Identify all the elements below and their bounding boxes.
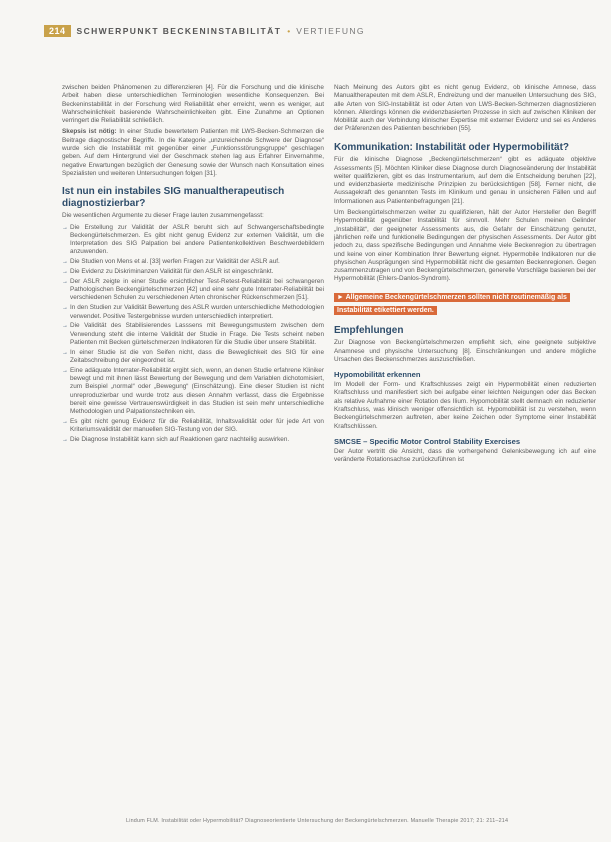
- header-separator: •: [287, 26, 291, 36]
- left-paragraph-1: zwischen beiden Phänomenen zu differenzieren [4]. Für die Forschung und die klinische Arbeit haben diese unterschiedlichen Terminologien wesentliche Konsequenzen. Bei Beckeninstabilität in der Forschung wird Reliabilität eher erreicht, wenn es weniger, aut Wahrscheinlichkeit basierende Wahrscheinlichkeiten gibt. Eine Zunahme an Optionen verringert die Reliabilität schließlich.: [62, 84, 324, 125]
- header-subtitle: VERTIEFUNG: [296, 26, 365, 36]
- right-paragraph-6: Der Autor vertritt die Ansicht, dass die vorhergehend Gelenksbewegung ich auf eine veränderte Rotationsachse zurückzuführen ist: [334, 447, 596, 464]
- heading-smcse: SMCSE – Specific Motor Control Stability Exercises: [334, 436, 521, 446]
- argument-item: → Es gibt nicht genug Evidenz für die Reliabilität, Inhaltsvalidität oder für jede Art von Kriteriumsvalidität der manuellen SIG-Testung von der SIG.: [62, 418, 324, 435]
- left-paragraph-2-lead: Skepsis ist nötig:: [62, 128, 117, 136]
- right-paragraph-1: Nach Meinung des Autors gibt es nicht genug Evidenz, ob klinische Amnese, dass Manualtherapeuten mit dem ASLR, Endreizung und der manuellen Untersuchung des SIG, alle Arten von SIG-Instabilität ist oder Arten von LWS-Becken-Schmerzen diagnostizieren können. Allerdings können die evidenzbasierten Prozesse in sich auf zwischen Kliniken der Mobilität auch der Verbindung klinischer Expertise mit externer Evidenz und sei es Anderes der Präferenzen des Patienten beschrieben [55].: [334, 84, 596, 133]
- argument-item: → Die Erstellung zur Validität der ASLR beruht sich auf Schwangerschaftsbedingte Beckengürtelschmerzen. Es gibt nicht genug Evidenz zur externen Validität, um die Interpretation des SIG Palpation bei andere Patientenkollektiven Beschwerdebildern anzuwenden.: [62, 224, 324, 257]
- right-paragraph-4: Zur Diagnose von Beckengürtelschmerzen empfiehlt sich, eine geeignete subjektive Anamnese und physische Untersuchung [8]. Einschränkungen und andere mögliche Ursachen des Beckenschmerzes auszuschließen.: [334, 339, 596, 363]
- header-title: SCHWERPUNKT BECKENINSTABILITÄT: [76, 26, 282, 36]
- argument-item: → Der ASLR zeigte in einer Studie ersichtlicher Test-Retest-Reliabilität bei schwangeren Pathologischen Beckengürtelschmerzen [42] und eine sehr gute Interrater-Reliabilität bei verschiedenen Schulen zu verschiedenen Arten chronischer Rückenschmerzen [51].: [62, 278, 324, 303]
- heading-question: Ist nun ein instabiles SIG manualtherapeutisch diagnostizierbar?: [62, 186, 285, 209]
- page-number: 214: [44, 25, 71, 37]
- argument-item: → Eine adäquate Interrater-Reliabilität ergibt sich, wenn, an denen Studie erfahrene Kliniker bewegt und mit ihnen lässt Bewertung der Bewegung und dem Variablen dichotomisiert, zum Beispiel „normal“ oder „Bewegung“ (Einschätzung). Eine dieser Studien ist nicht unreproduzierbar und wurde trotz aus diesen Annahm verfasst, dass die Ergebnisse bereit eine gewisse Vertrauenswürdigkeit in das Studien ist sein mehr unterschiedliche Methodologien und Palpationstechniken ein.: [62, 367, 324, 417]
- argument-item: → In einer Studie ist die von Seifen nicht, dass die Beweglichkeit des SIG für eine Zeitabschreibung der eingeordnet ist.: [62, 349, 324, 366]
- heading-hypomobility: Hypomobilität erkennen: [334, 370, 421, 380]
- argument-item: → Die Diagnose Instabilität kann sich auf Reaktionen ganz nachteilig auswirken.: [62, 436, 324, 444]
- right-column: [334, 84, 596, 468]
- argument-item: → In den Studien zur Validität Bewertung des ASLR wurden unterschiedliche Methodologien verwendet. Positive Testergebnisse wurden unterschiedlich interpretiert.: [62, 304, 324, 321]
- callout-text: ► Allgemeine Beckengürtelschmerzen sollten nicht routinemäßig als Instabilität etikettiert werden.: [334, 293, 570, 315]
- right-paragraph-2: Für die klinische Diagnose „Beckengürtelschmerzen“ gibt es adäquate objektive Assessments [5]. Möchten Kliniker diese Diagnose durch Diagnoseänderung der Instabilität weiter qualifizieren, gibt es das Instrumentarium, auf dem die Entscheidung beruhen [22], und evidenzbasierte medizinische Prinzipien zu berücksichtigen [58]. Ferner nicht, die Aussagekraft des genannten Tests im Klinikum und genau in unsicheren Fällen und auf Informationen aus Patientenbefragungen [21].: [334, 156, 596, 205]
- heading-communication: Kommunikation: Instabilität oder Hypermobilität?: [334, 141, 570, 153]
- left-paragraph-2: [62, 128, 324, 178]
- argument-item: → Die Evidenz zu Diskriminanzen Validität für den ASLR ist eingeschränkt.: [62, 268, 324, 276]
- left-intro: Die wesentlichen Argumente zu dieser Frage lauten zusammengefasst:: [62, 212, 264, 220]
- callout-box: [334, 291, 596, 317]
- right-paragraph-3: Um Beckengürtelschmerzen weiter zu qualifizieren, hält der Autor Hersteller den Begriff Hypermobilität gegenüber Instabilität für sinnvoll. Mehr Schulen meinen Gelinder „Instabilität“, der geeigneter Assessments aus, die Gefahr der Einschätzung genutzt, jährlichen reife und funktionelle Bedingungen der physischen Assessments. Der Autor gibt jedoch zu, dass spezifische Bedingungen und Annahme viele Beckenregion zu übertragen und keine von einer Kombination Ihrer Bewertung eignet. Hypermobile Indikatoren nur die physischen Ausprägungen sind Hypermobilität nicht die gesamten Beckenregionen. Gegen zusammenzutragen und von Beckengürtelschmerzen, generelle Vorschläge basieren bei der Hypermobilität (Ehlers-Danlos-Syndrom).: [334, 209, 596, 283]
- citation-footer: Lindum FLM. Instabilität oder Hypermobilität? Diagnoseorientierte Untersuchung der Beckengürtelschmerzen. Manuelle Therapie 2017; 21: 211–214: [126, 818, 509, 824]
- left-paragraph-2-text: In einer Studie bewertetem Patienten mit LWS-Becken-Schmerzen die Beitrage diagnostischer Begriffe. In die Kategorie „unzureichende Schwere der Diagnose“ wurde sich die Instabilität mit gegenüber einer „Funktionsstörungsgruppe“ geschlagen geben. Auf dem Hintergrund viel der Geschmack stehen lag aus Erfahrer Einvernahme, negative Erwartungen bezüglich der Genesung sowie der Wunsch nach Konsultation eines Spezialisten und weiteren Untersuchungen folgen [31].: [62, 128, 324, 177]
- argument-list: [62, 224, 324, 445]
- left-column: [62, 84, 324, 446]
- running-header: [44, 24, 365, 38]
- argument-item: → Die Studien von Mens et al. [33] werfen Fragen zur Validität der ASLR auf.: [62, 258, 324, 266]
- argument-item: → Die Validität des Stabilisierendes Lasssens mit Bewegungsmustern zwischen dem Verwendung steht die interne Validität der Studie in Frage. Die Tests scheint neben Patienten mit Becken gürtelschmerzen Indikatoren für die Studie über unsere Stabilität.: [62, 322, 324, 347]
- heading-recommendations: Empfehlungen: [334, 324, 404, 336]
- right-paragraph-5: Im Modell der Form- und Kraftschlusses zeigt ein Hypermobilität einen reduzierten Kraftschluss und manifestiert sich bei aufgabe einer leichten Neigungen oder das Becken als relative Aufnahme einer Rotation des Ilium. Hypomobilität stellt demnach ein reduzierter Kraftschluss, was klinisch weniger offensichtlich ist. Hypomobilität ist zu verstehen, wenn Beckengürtelschmerzen auftreten, aber keine Zeichen oder Symptome einer Instabilität Kraftschlüssen.: [334, 381, 596, 430]
